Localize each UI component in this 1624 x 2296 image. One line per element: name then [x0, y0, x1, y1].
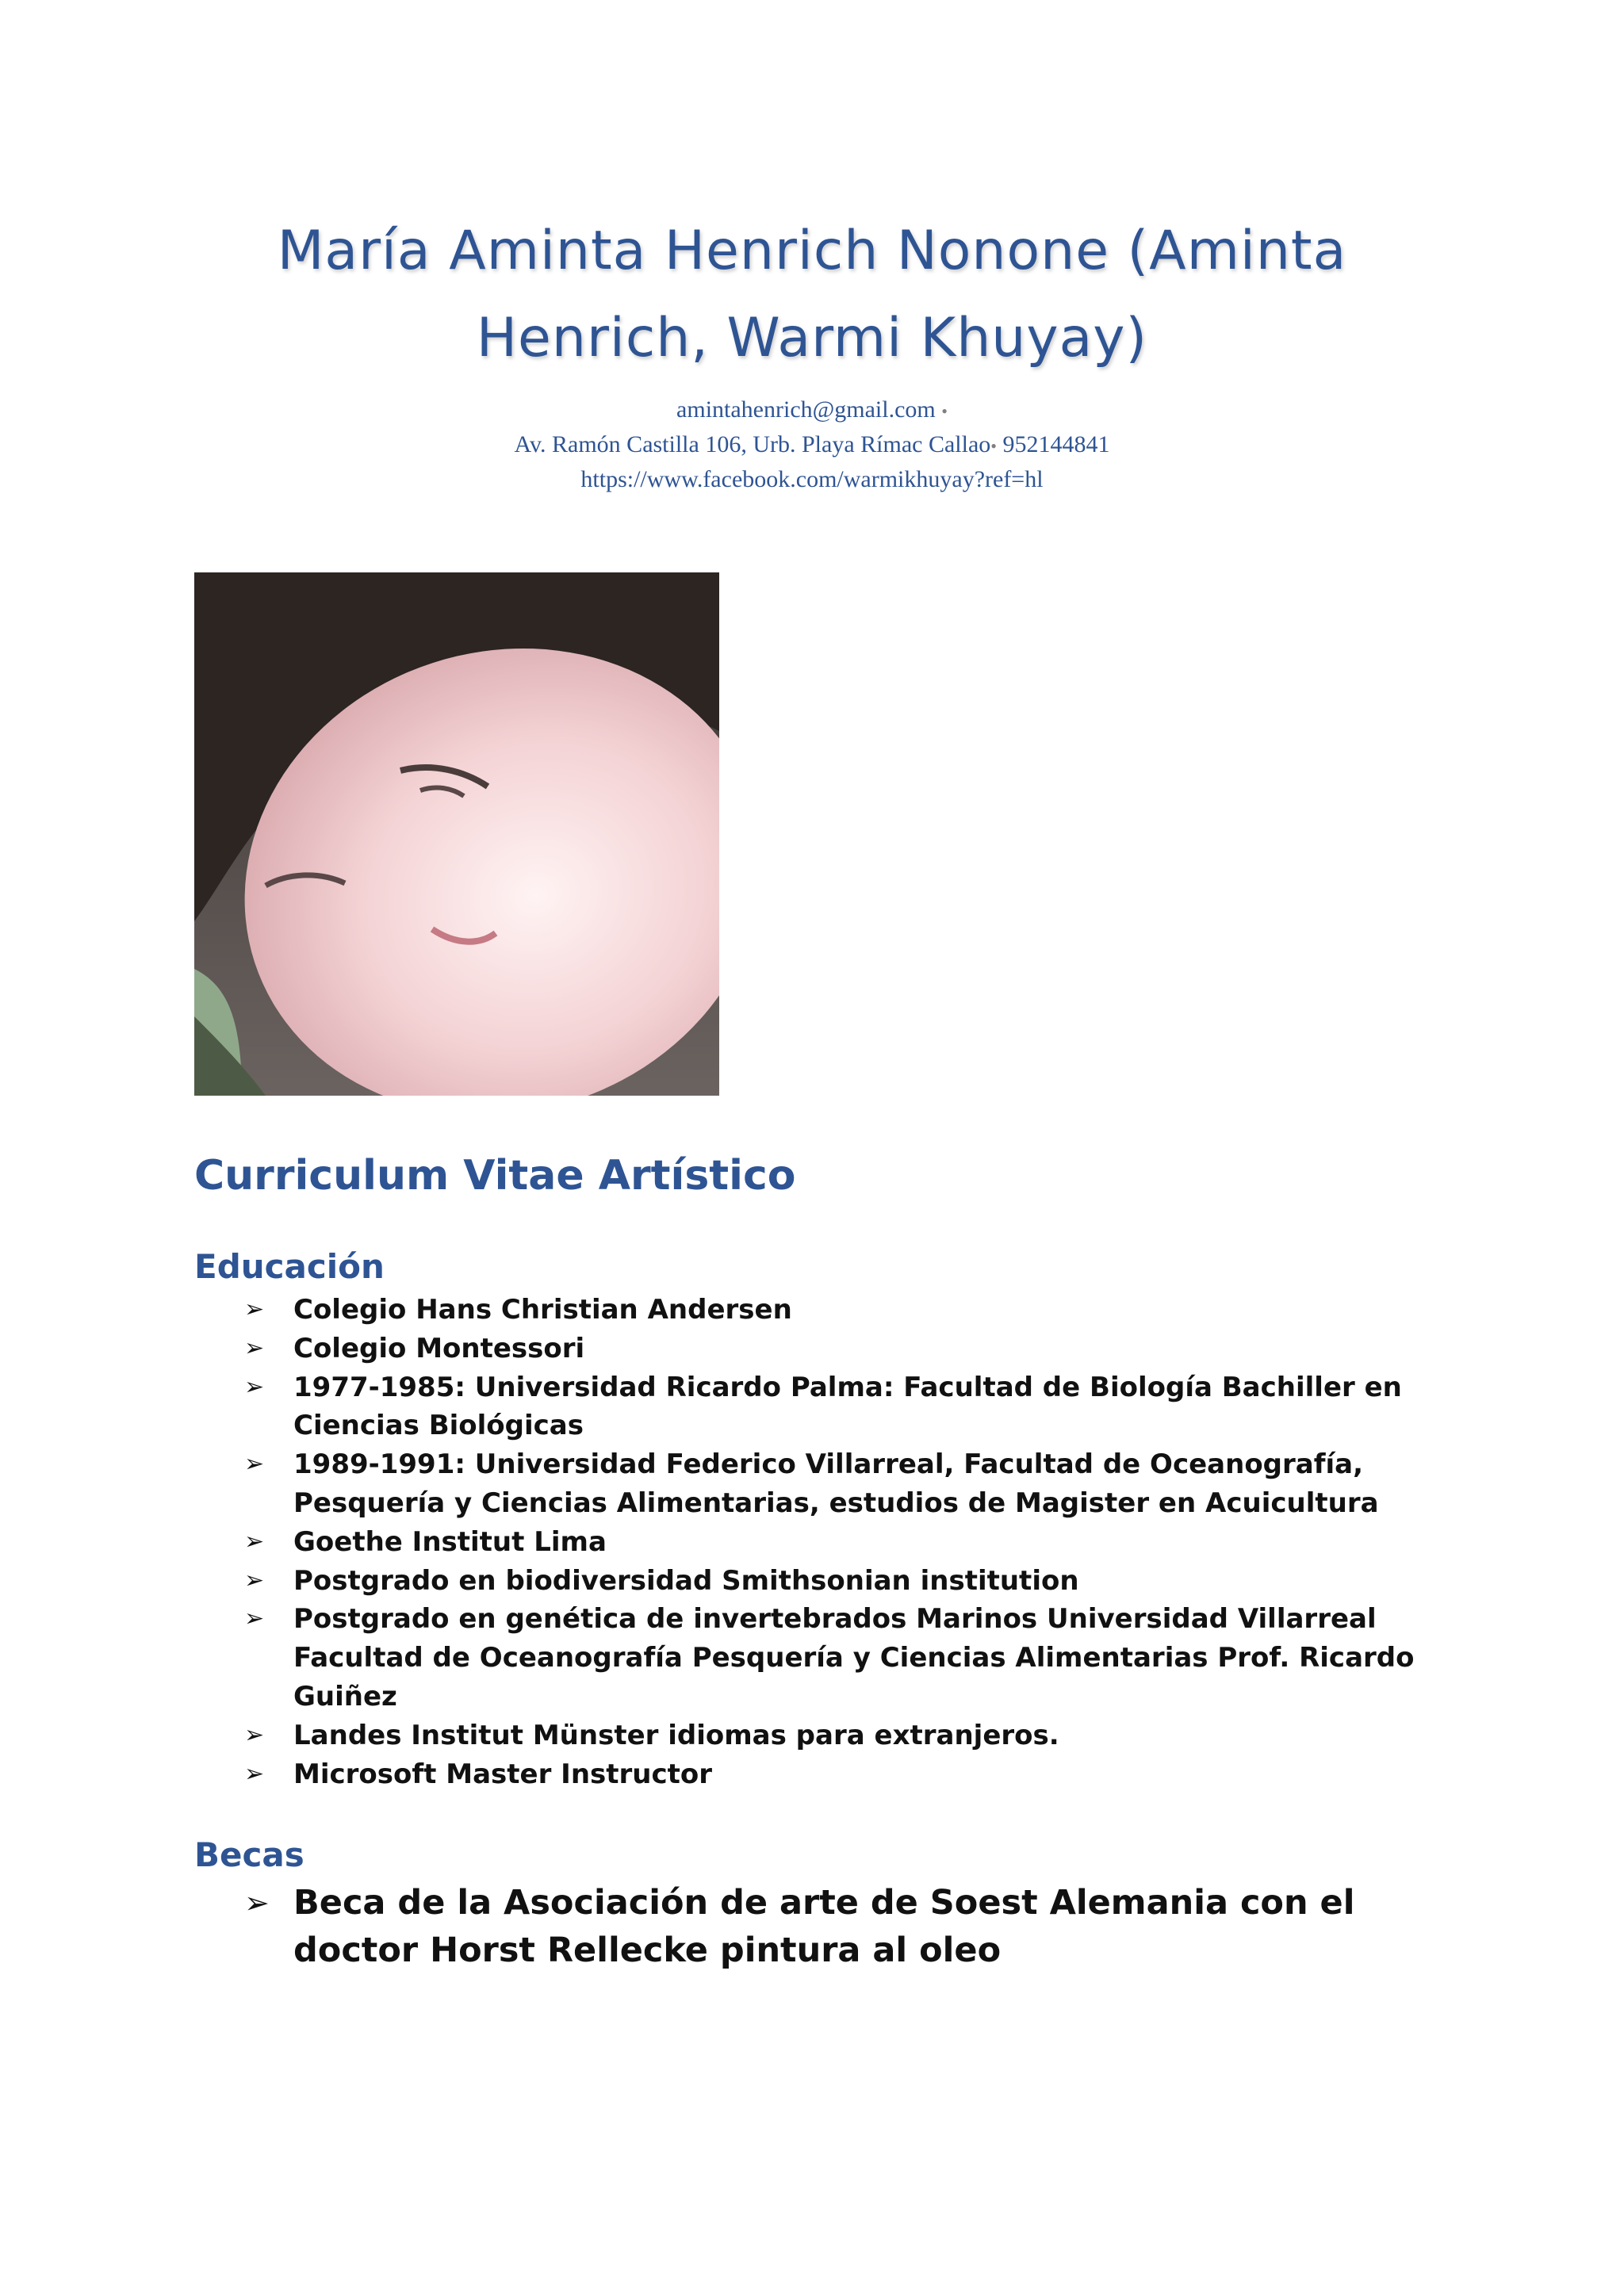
email-link[interactable]: amintahenrich@gmail.com: [676, 396, 936, 423]
arrow-bullet-icon: ➢: [244, 1566, 265, 1594]
facebook-link[interactable]: https://www.facebook.com/warmikhuyay?ref=hl: [580, 466, 1044, 493]
list-item: ➢ Goethe Institut Lima: [238, 1523, 1443, 1562]
portrait-photo: [194, 572, 719, 1096]
arrow-bullet-icon: ➢: [244, 1334, 265, 1362]
arrow-bullet-icon: ➢: [244, 1450, 265, 1479]
becas-heading: Becas: [194, 1835, 304, 1874]
list-item: ➢ 1977-1985: Universidad Ricardo Palma: Facultad de Biología Bachiller en Ciencias Biológicas: [238, 1368, 1443, 1446]
arrow-bullet-icon: ➢: [244, 1527, 265, 1556]
arrow-bullet-icon: ➢: [244, 1720, 265, 1749]
contact-line-address: [317, 428, 1307, 463]
list-item: ➢ 1989-1991: Universidad Federico Villarreal, Facultad de Oceanografía, Pesquería y Ciencias Alimentarias, estudios de Magister en Acuicultura: [238, 1445, 1443, 1523]
arrow-bullet-icon: ➢: [244, 1885, 270, 1920]
portrait-photo-icon: [194, 572, 719, 1096]
list-item: ➢ Postgrado en genética de invertebrados Marinos Universidad Villarreal Facultad de Oceanografía Pesquería y Ciencias Alimentarias Prof. Ricardo Guiñez: [238, 1600, 1443, 1716]
title-line-2: Henrich, Warmi Khuyay): [476, 307, 1148, 369]
becas-list: [238, 1879, 1443, 1974]
education-list: [238, 1291, 1443, 1793]
phone-text: 952144841: [1002, 431, 1110, 458]
title-line-1: María Aminta Henrich Nonone (Aminta: [277, 220, 1347, 282]
contact-block: [317, 393, 1307, 496]
cv-heading: Curriculum Vitae Artístico: [194, 1152, 796, 1200]
arrow-bullet-icon: ➢: [244, 1372, 265, 1401]
list-item: ➢ Microsoft Master Instructor: [238, 1755, 1443, 1794]
separator-dot: •: [941, 401, 948, 422]
arrow-bullet-icon: ➢: [244, 1605, 265, 1633]
page-title: [238, 208, 1386, 382]
address-text: Av. Ramón Castilla 106, Urb. Playa Rímac Callao: [514, 431, 991, 458]
arrow-bullet-icon: ➢: [244, 1295, 265, 1323]
contact-line-url: [317, 463, 1307, 496]
contact-line-email: [317, 393, 1307, 428]
list-item: ➢ Colegio Hans Christian Andersen: [238, 1291, 1443, 1330]
separator-dot: •: [990, 436, 997, 457]
list-item: ➢ Landes Institut Münster idiomas para extranjeros.: [238, 1716, 1443, 1755]
list-item: ➢ Colegio Montessori: [238, 1330, 1443, 1368]
list-item: ➢ Beca de la Asociación de arte de Soest Alemania con el doctor Horst Rellecke pintura al oleo: [238, 1879, 1443, 1974]
arrow-bullet-icon: ➢: [244, 1759, 265, 1788]
list-item: ➢ Postgrado en biodiversidad Smithsonian institution: [238, 1562, 1443, 1601]
education-heading: Educación: [194, 1247, 385, 1286]
